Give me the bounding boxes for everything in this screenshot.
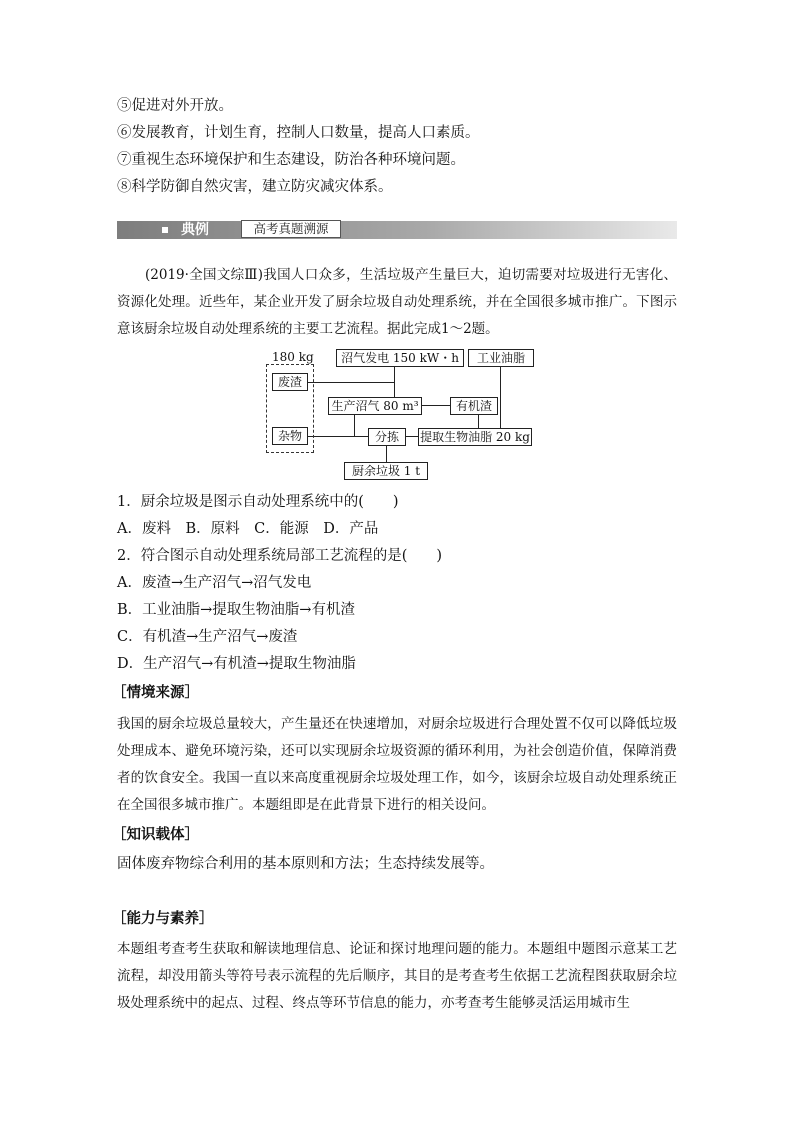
knowledge-text: 固体废弃物综合利用的基本原则和方法；生态持续发展等。 xyxy=(117,856,494,872)
box-biogas-power: 沼气发电 150 kW・h xyxy=(336,349,464,367)
box-produce-biogas: 生产沼气 80 m³ xyxy=(328,397,422,415)
question-2: 2．符合图示自动处理系统局部工艺流程的是( ) xyxy=(117,548,443,564)
process-flow-diagram xyxy=(258,348,548,484)
banner-tag: 典例 xyxy=(181,222,209,238)
box-industrial-oil: 工业油脂 xyxy=(468,349,534,367)
weight-label: 180 kg xyxy=(272,350,314,364)
knowledge-heading: ［知识载体］ xyxy=(112,827,199,843)
question-2-option-a: A．废渣→生产沼气→沼气发电 xyxy=(117,575,312,591)
line-waste-to-power xyxy=(308,382,394,383)
banner-subtitle: 高考真题溯源 xyxy=(241,220,341,238)
line-sorting-to-biogas xyxy=(354,414,355,436)
context-text: 我国的厨余垃圾总量较大，产生量还在快速增加，对厨余垃圾进行合理处置不仅可以降低垃圾处理成本、避免环境污染，还可以实现厨余垃圾资源的循环利用，为社会创造价值，保障消费者的饮食安全。我国一直以来高度重视厨余垃圾处理工作，如今，该厨余垃圾自动处理系统正在全国很多城市推广。本题组即是在此背景下进行的相关设问。 xyxy=(117,716,677,813)
ability-text: 本题组考查考生获取和解读地理信息、论证和探讨地理问题的能力。本题组中题图示意某工艺流程，却没用箭头等符号表示流程的先后顺序，其目的是考查考生依据工艺流程图获取厨余垃圾处理系统中的起点、过程、终点等环节信息的能力，亦考查考生能够灵活运用城市生 xyxy=(117,941,677,1011)
box-organic-residue: 有机渣 xyxy=(450,397,498,415)
section-banner xyxy=(117,217,677,241)
box-impurities: 杂物 xyxy=(272,427,308,445)
intro-item-6: ⑥发展教育，计划生育，控制人口数量，提高人口素质。 xyxy=(117,125,480,141)
line-biogas-to-organic xyxy=(421,405,451,406)
question-1-options: A．废料 B．原料 C．能源 D．产品 xyxy=(117,521,379,537)
question-2-option-b: B．工业油脂→提取生物油脂→有机渣 xyxy=(117,602,355,618)
intro-item-5: ⑤促进对外开放。 xyxy=(117,98,233,114)
line-sorting-to-kitchen xyxy=(386,444,387,462)
square-bullet-icon xyxy=(162,227,168,233)
box-kitchen-waste: 厨余垃圾 1 t xyxy=(344,462,428,480)
question-1: 1．厨余垃圾是图示自动处理系统中的( ) xyxy=(117,494,399,510)
question-2-option-d: D．生产沼气→有机渣→提取生物油脂 xyxy=(117,656,356,672)
intro-item-7: ⑦重视生态环境保护和生态建设，防治各种环境问题。 xyxy=(117,152,465,168)
box-waste-residue: 废渣 xyxy=(272,373,308,391)
line-impurities-to-sorting xyxy=(308,436,370,437)
context-heading: ［情境来源］ xyxy=(112,685,199,701)
question-2-option-c: C．有机渣→生产沼气→废渣 xyxy=(117,629,298,645)
line-industrial-to-extract xyxy=(500,364,501,436)
question-passage: (2019·全国文综Ⅲ)我国人口众多，生活垃圾产生量巨大，迫切需要对垃圾进行无害化、资源化处理。近些年，某企业开发了厨余垃圾自动处理系统，并在全国很多城市推广。下图示意该厨余垃圾自动处理系统的主要工艺流程。据此完成1～2题。 xyxy=(117,267,677,337)
box-extract-oil: 提取生物油脂 20 kg xyxy=(418,428,532,446)
ability-heading: ［能力与素养］ xyxy=(112,911,214,927)
intro-item-8: ⑧科学防御自然灾害，建立防灾减灾体系。 xyxy=(117,179,393,195)
box-sorting: 分拣 xyxy=(368,428,406,446)
